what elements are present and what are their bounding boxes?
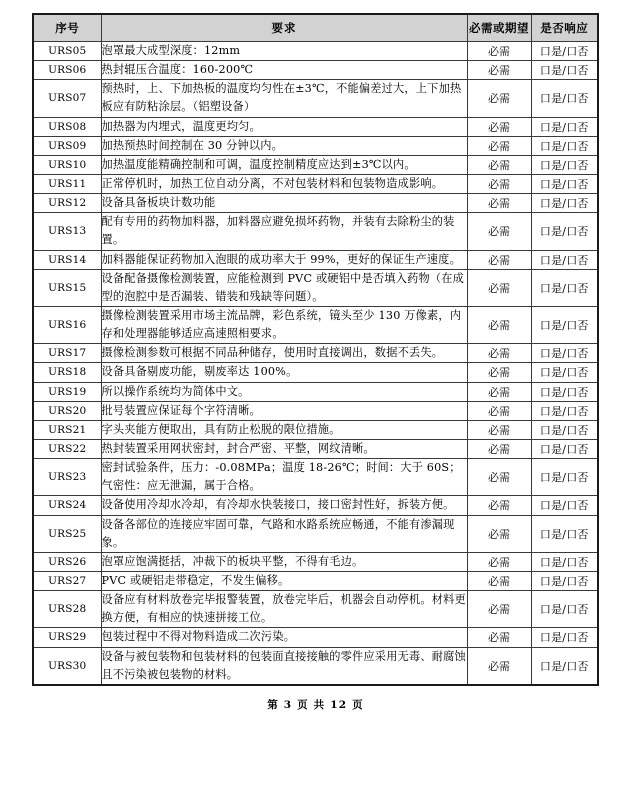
cell-requirement: 字头夹能方便取出，具有防止松脱的限位措施。 (101, 420, 467, 439)
cell-requirement: 摄像检测装置采用市场主流品牌，彩色系统，镜头至少 130 万像素，内存和处理器能够适应高速照相要求。 (101, 306, 467, 343)
table-body (33, 42, 598, 685)
cell-response[interactable]: 口是/口否 (531, 382, 598, 401)
cell-response[interactable]: 口是/口否 (531, 250, 598, 269)
cell-must: 必需 (467, 401, 531, 420)
cell-response[interactable]: 口是/口否 (531, 420, 598, 439)
cell-requirement: 正常停机时，加热工位自动分离，不对包装材料和包装物造成影响。 (101, 174, 467, 193)
table-row (33, 42, 598, 61)
cell-response[interactable]: 口是/口否 (531, 80, 598, 117)
cell-response[interactable]: 口是/口否 (531, 117, 598, 136)
cell-must: 必需 (467, 382, 531, 401)
table-row (33, 174, 598, 193)
cell-requirement: 配有专用的药物加料器，加料器应避免损坏药物，并装有去除粉尘的装置。 (101, 213, 467, 250)
cell-must: 必需 (467, 194, 531, 213)
cell-must: 必需 (467, 136, 531, 155)
table-row (33, 155, 598, 174)
cell-response[interactable]: 口是/口否 (531, 194, 598, 213)
cell-response[interactable]: 口是/口否 (531, 439, 598, 458)
table-row (33, 382, 598, 401)
table-row (33, 552, 598, 571)
cell-requirement: 摄像检测参数可根据不同品种储存，使用时直接调出，数据不丢失。 (101, 344, 467, 363)
cell-requirement: 设备配备摄像检测装置，应能检测到 PVC 或硬铝中是否填入药物（在成型的泡腔中是否漏装、错装和残缺等问题）。 (101, 269, 467, 306)
table-row (33, 496, 598, 515)
table-row (33, 80, 598, 117)
cell-response[interactable]: 口是/口否 (531, 61, 598, 80)
cell-requirement: 设备具备剔废功能，剔废率达 100%。 (101, 363, 467, 382)
cell-response[interactable]: 口是/口否 (531, 174, 598, 193)
cell-requirement: 密封试验条件，压力：-0.08MPa；温度 18-26℃；时间：大于 60S；气密性：应无泄漏，属于合格。 (101, 459, 467, 496)
cell-requirement: 批号装置应保证每个字符清晰。 (101, 401, 467, 420)
cell-must: 必需 (467, 591, 531, 628)
page-footer: 第 3 页 共 12 页 (267, 698, 364, 711)
cell-no: URS20 (33, 401, 101, 420)
cell-must: 必需 (467, 552, 531, 571)
cell-response[interactable]: 口是/口否 (531, 269, 598, 306)
cell-no: URS16 (33, 306, 101, 343)
table-row (33, 269, 598, 306)
cell-must: 必需 (467, 306, 531, 343)
cell-no: URS30 (33, 647, 101, 685)
cell-must: 必需 (467, 628, 531, 647)
column-header-must: 必需或期望 (467, 14, 531, 42)
cell-must: 必需 (467, 155, 531, 174)
cell-response[interactable]: 口是/口否 (531, 42, 598, 61)
cell-must: 必需 (467, 117, 531, 136)
cell-requirement: PVC 或硬铝走带稳定，不发生偏移。 (101, 571, 467, 590)
cell-response[interactable]: 口是/口否 (531, 496, 598, 515)
cell-requirement: 泡罩最大成型深度：12mm (101, 42, 467, 61)
cell-no: URS05 (33, 42, 101, 61)
column-header-requirement: 要求 (101, 14, 467, 42)
cell-response[interactable]: 口是/口否 (531, 136, 598, 155)
cell-requirement: 加料器能保证药物加入泡眼的成功率大于 99%，更好的保证生产速度。 (101, 250, 467, 269)
cell-no: URS25 (33, 515, 101, 552)
cell-no: URS24 (33, 496, 101, 515)
cell-no: URS07 (33, 80, 101, 117)
table-row (33, 628, 598, 647)
cell-must: 必需 (467, 439, 531, 458)
column-header-response: 是否响应 (531, 14, 598, 42)
table-row (33, 591, 598, 628)
cell-response[interactable]: 口是/口否 (531, 591, 598, 628)
cell-no: URS17 (33, 344, 101, 363)
cell-no: URS19 (33, 382, 101, 401)
cell-no: URS29 (33, 628, 101, 647)
table-row (33, 344, 598, 363)
cell-no: URS10 (33, 155, 101, 174)
cell-must: 必需 (467, 80, 531, 117)
table-row (33, 439, 598, 458)
table-row (33, 306, 598, 343)
table-row (33, 515, 598, 552)
cell-no: URS23 (33, 459, 101, 496)
cell-requirement: 设备应有材料放卷完毕报警装置，放卷完毕后，机器会自动停机。材料更换方便，有相应的快速拼接工位。 (101, 591, 467, 628)
cell-no: URS06 (33, 61, 101, 80)
cell-response[interactable]: 口是/口否 (531, 628, 598, 647)
cell-no: URS26 (33, 552, 101, 571)
cell-response[interactable]: 口是/口否 (531, 401, 598, 420)
cell-response[interactable]: 口是/口否 (531, 515, 598, 552)
table-row (33, 420, 598, 439)
table-row (33, 61, 598, 80)
cell-must: 必需 (467, 269, 531, 306)
cell-response[interactable]: 口是/口否 (531, 306, 598, 343)
cell-requirement: 预热时，上、下加热板的温度均匀性在±3℃，不能偏差过大，上下加热板应有防粘涂层。（铝塑设备） (101, 80, 467, 117)
cell-response[interactable]: 口是/口否 (531, 571, 598, 590)
table-row (33, 213, 598, 250)
cell-requirement: 设备与被包装物和包装材料的包装面直接接触的零件应采用无毒、耐腐蚀且不污染被包装物的材料。 (101, 647, 467, 685)
table-row (33, 194, 598, 213)
cell-requirement: 热封装置采用网状密封，封合严密、平整，网纹清晰。 (101, 439, 467, 458)
table-row (33, 459, 598, 496)
table-row (33, 647, 598, 685)
table-row (33, 401, 598, 420)
cell-response[interactable]: 口是/口否 (531, 363, 598, 382)
cell-requirement: 所以操作系统均为简体中文。 (101, 382, 467, 401)
cell-requirement: 包装过程中不得对物料造成二次污染。 (101, 628, 467, 647)
cell-must: 必需 (467, 344, 531, 363)
column-header-no: 序号 (33, 14, 101, 42)
cell-no: URS14 (33, 250, 101, 269)
table-row (33, 136, 598, 155)
cell-no: URS18 (33, 363, 101, 382)
cell-response[interactable]: 口是/口否 (531, 647, 598, 685)
cell-no: URS12 (33, 194, 101, 213)
cell-no: URS21 (33, 420, 101, 439)
cell-requirement: 泡罩应饱满挺括，冲裁下的板块平整，不得有毛边。 (101, 552, 467, 571)
cell-requirement: 设备使用冷却水冷却，有冷却水快装接口，接口密封性好，拆装方便。 (101, 496, 467, 515)
cell-must: 必需 (467, 42, 531, 61)
cell-no: URS09 (33, 136, 101, 155)
cell-must: 必需 (467, 515, 531, 552)
cell-requirement: 热封辊压合温度：160-200℃ (101, 61, 467, 80)
cell-response[interactable]: 口是/口否 (531, 459, 598, 496)
cell-no: URS11 (33, 174, 101, 193)
cell-requirement: 设备具备板块计数功能 (101, 194, 467, 213)
cell-requirement: 加热温度能精确控制和可调，温度控制精度应达到±3℃以内。 (101, 155, 467, 174)
cell-must: 必需 (467, 61, 531, 80)
table-header (33, 14, 598, 42)
cell-no: URS27 (33, 571, 101, 590)
urs-requirements-table (32, 13, 599, 686)
cell-response[interactable]: 口是/口否 (531, 155, 598, 174)
table-row (33, 571, 598, 590)
cell-requirement: 设备各部位的连接应牢固可靠，气路和水路系统应畅通，不能有渗漏现象。 (101, 515, 467, 552)
table-row (33, 117, 598, 136)
cell-must: 必需 (467, 496, 531, 515)
cell-response[interactable]: 口是/口否 (531, 552, 598, 571)
cell-must: 必需 (467, 571, 531, 590)
table-row (33, 250, 598, 269)
cell-must: 必需 (467, 363, 531, 382)
cell-requirement: 加热器为内埋式，温度更均匀。 (101, 117, 467, 136)
cell-must: 必需 (467, 420, 531, 439)
cell-must: 必需 (467, 250, 531, 269)
cell-no: URS13 (33, 213, 101, 250)
cell-must: 必需 (467, 459, 531, 496)
cell-response[interactable]: 口是/口否 (531, 344, 598, 363)
cell-no: URS08 (33, 117, 101, 136)
cell-no: URS28 (33, 591, 101, 628)
cell-must: 必需 (467, 174, 531, 193)
cell-response[interactable]: 口是/口否 (531, 213, 598, 250)
cell-no: URS22 (33, 439, 101, 458)
cell-requirement: 加热预热时间控制在 30 分钟以内。 (101, 136, 467, 155)
cell-must: 必需 (467, 213, 531, 250)
cell-no: URS15 (33, 269, 101, 306)
table-row (33, 363, 598, 382)
cell-must: 必需 (467, 647, 531, 685)
table-header-row (33, 14, 598, 42)
